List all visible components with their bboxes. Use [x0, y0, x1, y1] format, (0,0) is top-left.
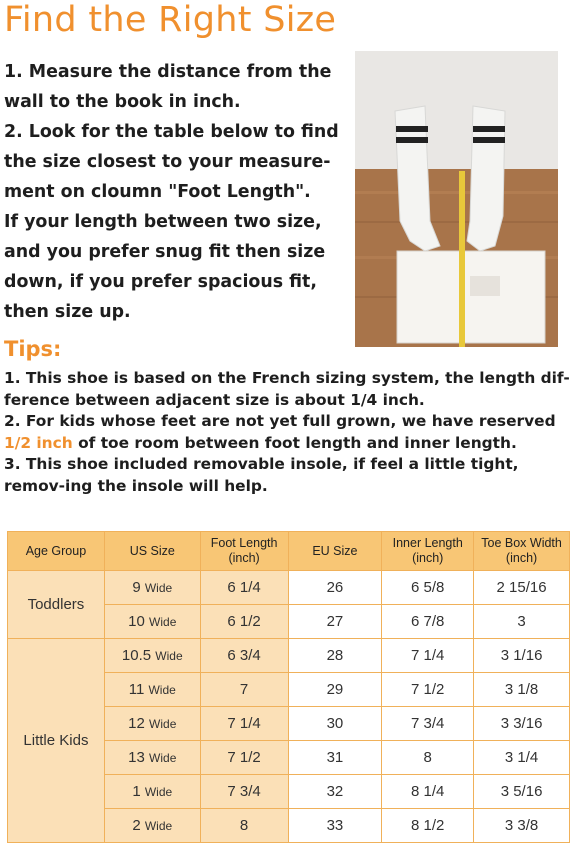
- eu-size-cell: 33: [288, 809, 382, 843]
- us-size-cell: [104, 809, 200, 843]
- foot-length-cell: 7 3/4: [200, 775, 288, 809]
- eu-size-cell: 28: [288, 639, 382, 673]
- width-label: Wide: [144, 581, 173, 595]
- us-size-number: 10.5: [121, 647, 152, 664]
- step-1: 1. Measure the distance from the wall to the book in inch.: [4, 62, 332, 112]
- inner-length-cell: 8 1/4: [382, 775, 474, 809]
- size-chart-table: [7, 531, 570, 843]
- step-2: 2. Look for the table below to find the size closest to your measure-ment on cloumn "Foot Length".: [4, 122, 339, 202]
- inner-length-cell: 6 7/8: [382, 605, 474, 639]
- inner-length-cell: 7 3/4: [382, 707, 474, 741]
- eu-size-cell: 32: [288, 775, 382, 809]
- header-inner-length: [382, 532, 474, 571]
- foot-length-cell: 6 3/4: [200, 639, 288, 673]
- eu-size-cell: 27: [288, 605, 382, 639]
- header-inner-length-label: Inner Length: [392, 536, 463, 550]
- us-size-number: 13: [128, 749, 145, 766]
- tip-2-highlight: 1/2 inch: [4, 433, 73, 452]
- us-size-cell: [104, 741, 200, 775]
- toe-box-width-cell: 3 1/4: [474, 741, 570, 775]
- toe-box-width-cell: 2 15/16: [474, 571, 570, 605]
- foot-length-cell: 8: [200, 809, 288, 843]
- width-label: Wide: [148, 683, 176, 697]
- us-size-number: 1: [132, 783, 141, 800]
- us-size-number: 11: [128, 681, 145, 698]
- foot-length-cell: 6 1/4: [200, 571, 288, 605]
- eu-size-cell: 30: [288, 707, 382, 741]
- inner-length-cell: 6 5/8: [382, 571, 474, 605]
- header-foot-length-unit: (inch): [228, 551, 260, 565]
- foot-length-cell: 6 1/2: [200, 605, 288, 639]
- us-size-number: 9: [132, 579, 141, 596]
- inner-length-cell: 7 1/4: [382, 639, 474, 673]
- group-toddlers: Toddlers: [8, 571, 105, 639]
- us-size-cell: [104, 775, 200, 809]
- group-little-kids: Little Kids: [8, 639, 105, 843]
- us-size-cell: [104, 673, 200, 707]
- page-title: Find the Right Size: [4, 0, 337, 40]
- toe-box-width-cell: 3 5/16: [474, 775, 570, 809]
- us-size-number: 12: [128, 715, 145, 732]
- foot-length-cell: 7 1/4: [200, 707, 288, 741]
- tips-list: [4, 368, 570, 497]
- eu-size-cell: 26: [288, 571, 382, 605]
- width-label: Wide: [149, 717, 177, 731]
- eu-size-cell: 29: [288, 673, 382, 707]
- width-label: Wide: [144, 785, 173, 799]
- header-foot-length: [200, 532, 288, 571]
- header-age-group: Age Group: [8, 532, 105, 571]
- us-size-number: 10: [128, 613, 145, 630]
- us-size-cell: [104, 605, 200, 639]
- header-inner-length-unit: (inch): [412, 551, 444, 565]
- us-size-cell: [104, 571, 200, 605]
- header-toe-box-width: [474, 532, 570, 571]
- tip-2-text-a: 2. For kids whose feet are not yet full grown, we have reserved: [4, 412, 556, 430]
- tip-2: [4, 411, 570, 454]
- eu-size-cell: 31: [288, 741, 382, 775]
- toe-box-width-cell: 3 1/16: [474, 639, 570, 673]
- foot-length-cell: 7: [200, 673, 288, 707]
- step-3: If your length between two size, and you prefer snug fit then size down, if you prefer spacious fit, then size up.: [4, 212, 326, 322]
- inner-length-cell: 8 1/2: [382, 809, 474, 843]
- table-row: [8, 571, 570, 605]
- toe-box-width-cell: 3 3/8: [474, 809, 570, 843]
- tip-1: 1. This shoe is based on the French sizing system, the length dif-ference between adjacent size is about 1/4 inch.: [4, 369, 570, 409]
- tip-2-text-b: of toe room between foot length and inner length.: [72, 433, 517, 452]
- header-us-size: US Size: [104, 532, 200, 571]
- header-foot-length-label: Foot Length: [210, 536, 278, 550]
- width-label: Wide: [149, 615, 177, 629]
- toe-box-width-cell: 3 1/8: [474, 673, 570, 707]
- header-eu-size: EU Size: [288, 532, 382, 571]
- table-header-row: [8, 532, 570, 571]
- header-toe-box-unit: (inch): [505, 551, 538, 565]
- toe-box-width-cell: 3 3/16: [474, 707, 570, 741]
- instructions: [4, 57, 344, 327]
- inner-length-cell: 8: [382, 741, 474, 775]
- us-size-cell: [104, 707, 200, 741]
- us-size-number: 2: [132, 817, 141, 834]
- tips-title: Tips:: [4, 337, 62, 361]
- width-label: Wide: [149, 751, 177, 765]
- width-label: Wide: [144, 819, 173, 833]
- tip-3: 3. This shoe included removable insole, if feel a little tight, remov-ing the insole will help.: [4, 455, 519, 495]
- width-label: Wide: [155, 649, 183, 663]
- foot-length-cell: 7 1/2: [200, 741, 288, 775]
- toe-box-width-cell: 3: [474, 605, 570, 639]
- inner-length-cell: 7 1/2: [382, 673, 474, 707]
- header-toe-box-label: Toe Box Width: [481, 536, 562, 550]
- us-size-cell: [104, 639, 200, 673]
- table-row: [8, 639, 570, 673]
- measurement-photo: [355, 51, 558, 347]
